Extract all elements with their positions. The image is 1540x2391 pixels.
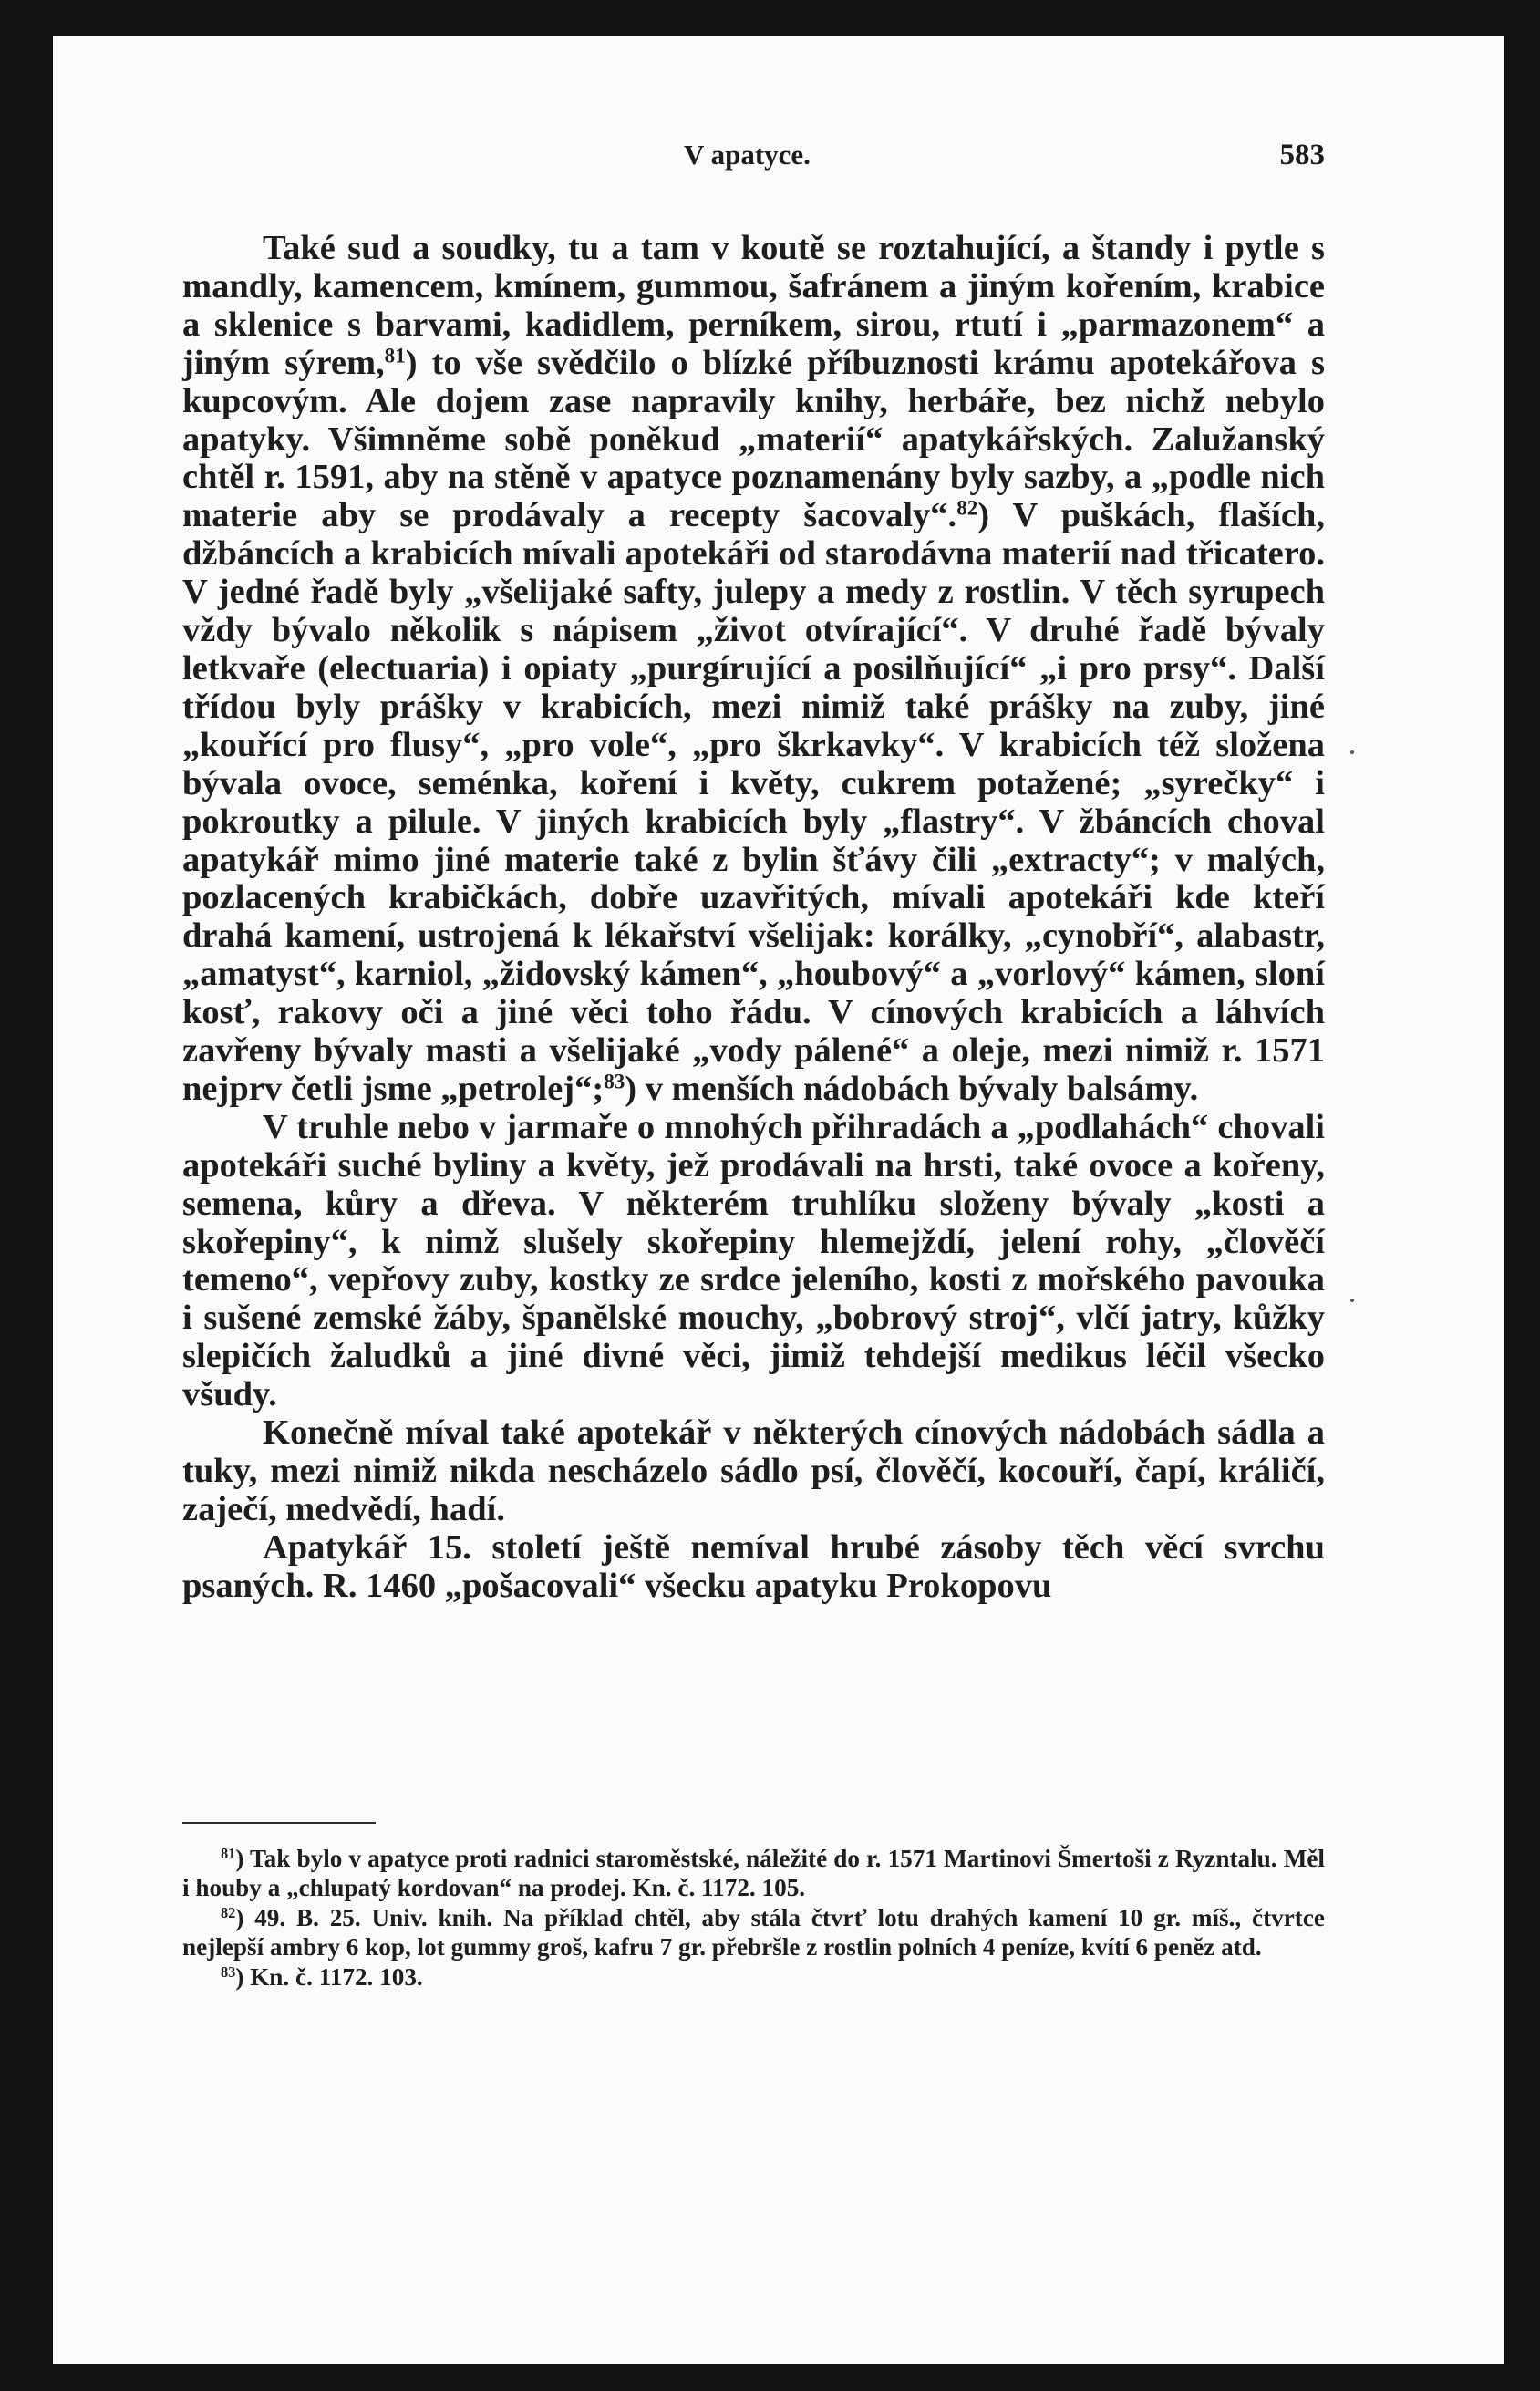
paragraph-2: V truhle nebo v jarmaře o mnohých přihradách a „podlahách“ chovali apotekáři suché byliny a květy, jež prodávali na hrsti, také ovoce a kořeny, semena, kůry a dřeva. V některém truhlíku složeny bývaly „kosti a skořepiny“, k nimž slušely skořepiny hlemejždí, jelení rohy, „člověčí temeno“, vepřovy zuby, kostky ze srdce jeleního, kosti z mořského pavouka i sušené zemské žáby, španělské mouchy, „bobrový stroj“, vlčí jatry, kůžky slepičích žaludků a jiné divné věci, jimiž tehdejší medikus léčil všecko všudy. (182, 1107, 1325, 1414)
main-text (182, 230, 1325, 1606)
footnote-ref-82: 82 (956, 495, 978, 520)
page-header (182, 139, 1325, 179)
footnote-text: ) Tak bylo v apatyce proti radnici staroměstské, náležité do r. 1571 Martinovi Šmertoši z Ryzntalu. Měl i houby a „chlupatý kordovan“ na prodej. Kn. č. 1172. 105. (182, 1845, 1325, 1902)
paper-speck (1350, 1299, 1354, 1302)
paragraph-4: Apatykář 15. století ještě nemíval hrubé zásoby těch věcí svrchu psaných. R. 1460 „pošacovali“ všecku apatyku Prokopovu (182, 1527, 1325, 1605)
footnotes (182, 1844, 1325, 1992)
page-number: 583 (1279, 139, 1325, 171)
footnote-separator (182, 1822, 376, 1824)
footnote-83 (182, 1962, 1325, 1992)
footnote-text: ) 49. B. 25. Univ. knih. Na příklad chtěl, aby stála čtvrť lotu drahých kamení 10 gr. míš., čtvrtce nejlepší ambry 6 kop, lot gummy groš, kafru 7 gr. přebršle z rostlin polních 4 peníze, kvítí 6 peněz atd. (182, 1903, 1325, 1961)
paragraph-text: ) to vše svědčilo o blízké příbuznosti krámu apotekářova s kupcovým. Ale dojem zase napravily knihy, herbáře, bez nichž nebylo apatyky. Všimněme sobě poněkud „materií“ apatykářských. Zalužanský chtěl r. 1591, aby na stěně v apatyce poznamenány byly sazby, a „podle nich materie aby se prodávaly a recepty šacovaly“. (182, 343, 1325, 535)
footnote-ref-83: 83 (604, 1069, 625, 1093)
footnote-81 (182, 1844, 1325, 1903)
paragraph-text: ) V puškách, flaších, džbáncích a krabicích mívali apotekáři od starodávna materií nad třicatero. V jedné řadě byly „všelijaké safty, julepy a medy z rostlin. V těch syrupech vždy bývalo několik s nápisem „život otvírající“. V druhé řadě bývaly letkvaře (electuaria) i opiaty „purgírující a posilňující“ „i pro prsy“. Další třídou byly prášky v krabicích, mezi nimiž také prášky na zuby, jiné „kouřící pro flusy“, „pro vole“, „pro škrkavky“. V krabicích též složena bývala ovoce, seménka, koření i květy, cukrem potažené; „syrečky“ i pokroutky a pilule. V jiných krabicích byly „flastry“. V žbáncích choval apatykář mimo jiné materie také z bylin šťávy čili „extracty“; v malých, pozlacených krabičkách, dobře uzavřitých, mívali apotekáři kde kteří drahá kamení, ustrojená k lékařství všelijak: korálky, „cynobří“, alabastr, „amatyst“, karniol, „židovský kámen“, „houbový“ a „vorlový“ kámen, sloní kosť, rakovy oči a jiné věci toho řádu. V cínových krabicích a láhvích zavřeny bývaly masti a všelijaké „vody pálené“ a oleje, mezi nimiž r. 1571 nejprv četli jsme „petrolej“; (182, 496, 1326, 1108)
running-title: V apatyce. (684, 139, 811, 171)
paragraph-1 (182, 230, 1325, 1109)
paragraph-text: Také sud a soudky, tu a tam v koutě se roztahující, a štandy i pytle s mandly, kamencem, kmínem, gummou, šafránem a jiným kořením, krabice a sklenice s barvami, kadidlem, perníkem, sirou, rtutí i „parmazonem“ a jiným sýrem, (182, 229, 1325, 382)
paper-speck (1350, 750, 1354, 754)
footnote-mark: 82 (221, 1903, 236, 1921)
footnote-mark: 83 (221, 1962, 236, 1981)
footnote-ref-81: 81 (384, 343, 406, 367)
paragraph-3: Konečně míval také apotekář v některých cínových nádobách sádla a tuky, mezi nimiž nikda nescházelo sádlo psí, člověčí, kocouří, čapí, králičí, zaječí, medvědí, hadí. (182, 1413, 1325, 1528)
paragraph-text: ) v menších nádobách bývaly balsámy. (625, 1069, 1199, 1108)
footnote-mark: 81 (221, 1845, 236, 1863)
footnote-text: ) Kn. č. 1172. 103. (235, 1962, 423, 1991)
footnote-82 (182, 1903, 1325, 1962)
